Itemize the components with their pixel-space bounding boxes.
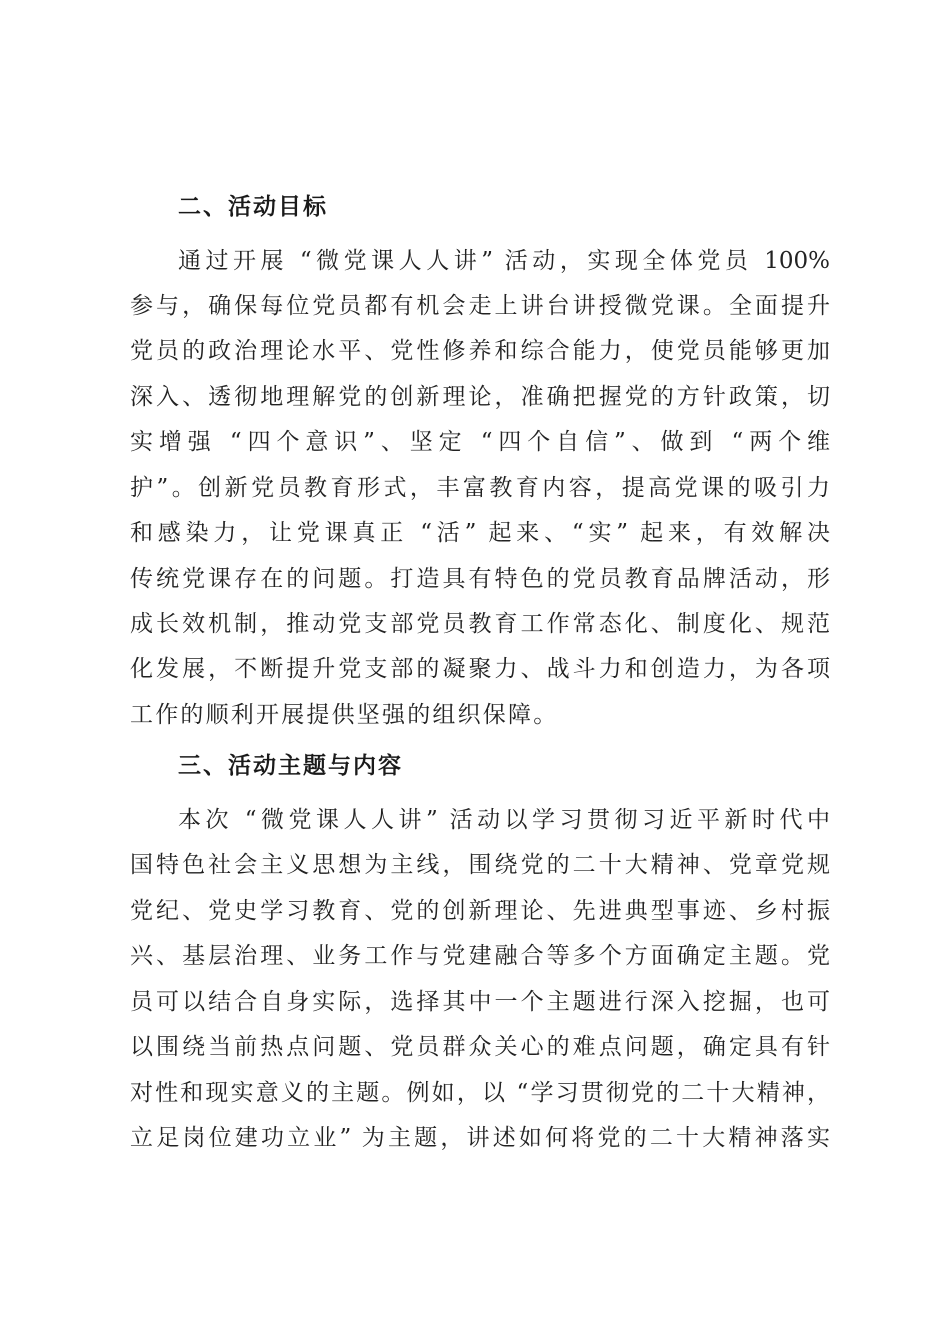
paragraph-line: 和感染力，让党课真正 “活” 起来、“实” 起来，有效解决 bbox=[130, 520, 830, 546]
paragraph-line: 党员的政治理论水平、党性修养和综合能力，使党员能够更加 bbox=[130, 338, 830, 364]
paragraph-line: 立足岗位建功立业” 为主题，讲述如何将党的二十大精神落实 bbox=[130, 1125, 830, 1151]
section-heading-theme: 三、活动主题与内容 bbox=[178, 753, 403, 779]
paragraph-line: 员可以结合自身实际，选择其中一个主题进行深入挖掘，也可 bbox=[130, 989, 830, 1015]
paragraph-line: 实增强 “四个意识”、坚定 “四个自信”、做到 “两个维 bbox=[130, 429, 830, 455]
paragraph-line: 传统党课存在的问题。打造具有特色的党员教育品牌活动，形 bbox=[130, 566, 830, 592]
section-heading-goals: 二、活动目标 bbox=[178, 194, 328, 220]
paragraph-line: 本次 “微党课人人讲” 活动以学习贯彻习近平新时代中 bbox=[178, 807, 830, 833]
paragraph-line: 通过开展 “微党课人人讲” 活动，实现全体党员 100% bbox=[178, 248, 830, 274]
paragraph-line: 护”。创新党员教育形式，丰富教育内容，提高党课的吸引力 bbox=[130, 475, 830, 501]
paragraph-line: 兴、基层治理、业务工作与党建融合等多个方面确定主题。党 bbox=[130, 943, 830, 969]
paragraph-line: 工作的顺利开展提供坚强的组织保障。 bbox=[130, 702, 559, 728]
paragraph-line: 深入、透彻地理解党的创新理论，准确把握党的方针政策，切 bbox=[130, 384, 830, 410]
paragraph-line: 参与，确保每位党员都有机会走上讲台讲授微党课。全面提升 bbox=[130, 293, 830, 319]
paragraph-line: 以围绕当前热点问题、党员群众关心的难点问题，确定具有针 bbox=[130, 1034, 830, 1060]
paragraph-line: 党纪、党史学习教育、党的创新理论、先进典型事迹、乡村振 bbox=[130, 898, 830, 924]
paragraph-line: 国特色社会主义思想为主线，围绕党的二十大精神、党章党规 bbox=[130, 852, 830, 878]
paragraph-line: 成长效机制，推动党支部党员教育工作常态化、制度化、规范 bbox=[130, 611, 830, 637]
paragraph-line: 化发展，不断提升党支部的凝聚力、战斗力和创造力，为各项 bbox=[130, 656, 830, 682]
paragraph-line: 对性和现实意义的主题。例如，以 “学习贯彻党的二十大精神， bbox=[130, 1080, 830, 1106]
